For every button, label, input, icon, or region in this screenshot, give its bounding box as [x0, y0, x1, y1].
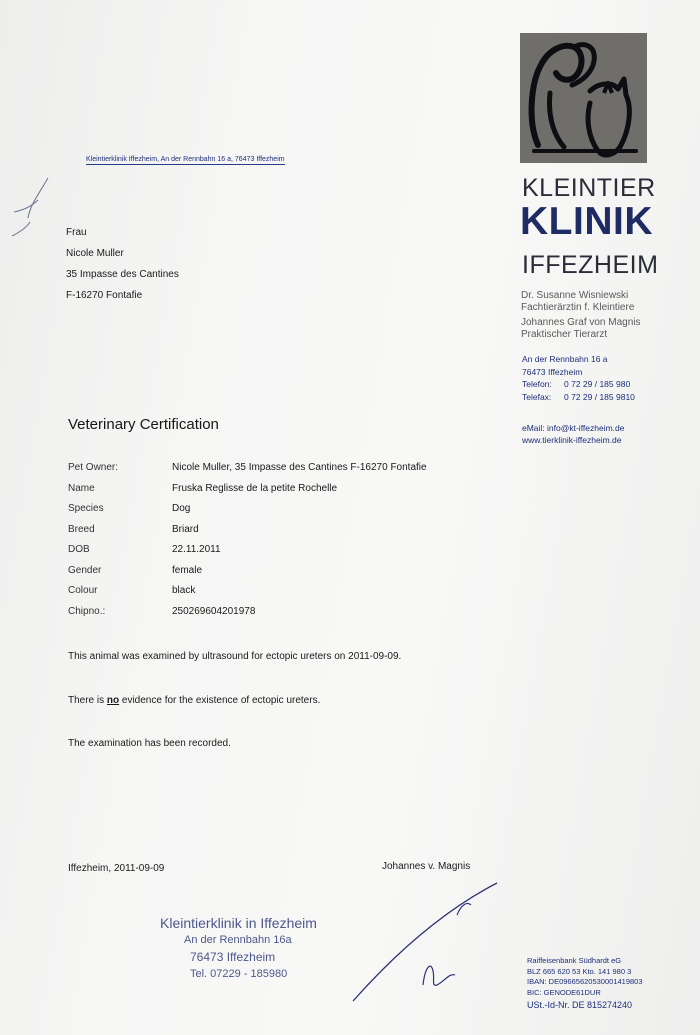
statement-examination: This animal was examined by ultrasound for ectopic ureters on 2011-09-09. [68, 651, 402, 662]
recipient-address [66, 222, 179, 306]
field-value: Dog [172, 503, 191, 514]
field-row-pet-owner [68, 462, 427, 483]
bank-name: Raiffeisenbank Südhardt eG [527, 956, 622, 965]
field-row-name [68, 483, 427, 504]
stamp-line-city: 76473 Iffezheim [190, 950, 276, 964]
certificate-fields [68, 462, 427, 626]
clinic-city: 76473 Iffezheim [522, 366, 583, 377]
clinic-street: An der Rennbahn 16 a [522, 354, 608, 364]
field-label: Breed [68, 523, 95, 535]
recipient-city: F-16270 Fontafie [66, 290, 143, 301]
phone-row [522, 378, 635, 391]
clinic-email: eMail: info@kt-iffezheim.de [522, 423, 625, 433]
field-row-chipno [68, 606, 427, 627]
field-value: Fruska Reglisse de la petite Rochelle [172, 482, 338, 494]
field-row-breed [68, 524, 427, 545]
signer-name: Johannes v. Magnis [382, 861, 471, 872]
field-row-gender [68, 565, 427, 586]
field-value: 250269604201978 [172, 605, 256, 617]
recipient-name: Nicole Muller [66, 248, 124, 259]
phone-number: 0 72 29 / 185 980 [564, 379, 631, 389]
bank-details [527, 956, 643, 1011]
stamp-line-street: An der Rennbahn 16a [184, 934, 292, 946]
clinic-contact [522, 423, 625, 446]
field-row-species [68, 503, 427, 524]
doctor-2-title: Praktischer Tierarzt [521, 329, 608, 340]
stamp-line-name: Kleintierklinik in Iffezheim [160, 915, 317, 931]
vat-number: USt.-Id-Nr. DE 815274240 [527, 1000, 633, 1010]
doctors-list [521, 290, 641, 341]
clinic-address [522, 353, 635, 403]
brand-kleintier: KLEINTIER [522, 174, 656, 202]
field-label: Pet Owner: [68, 462, 119, 473]
statement-result-emphasis: no [106, 695, 120, 706]
place-and-date: Iffezheim, 2011-09-09 [68, 863, 165, 874]
recipient-salutation: Frau [66, 227, 87, 238]
stamp-line-phone: Tel. 07229 - 185980 [190, 968, 288, 980]
fax-row [522, 391, 635, 404]
brand-iffezheim: IFFEZHEIM [522, 251, 659, 279]
clinic-stamp [160, 915, 317, 983]
bank-account: BLZ 665 620 53 Kto. 141 980 3 [527, 966, 632, 976]
statement-recorded: The examination has been recorded. [68, 738, 231, 749]
field-row-colour [68, 585, 427, 606]
fax-number: 0 72 29 / 185 9810 [564, 391, 635, 402]
brand-klinik: KLINIK [520, 200, 653, 243]
field-label: Colour [68, 585, 98, 596]
field-label: DOB [68, 544, 90, 555]
recipient-street: 35 Impasse des Cantines [66, 269, 179, 280]
dog-cat-logo-icon [520, 33, 647, 163]
field-value: Briard [172, 523, 199, 535]
field-row-dob [68, 544, 427, 565]
doctor-1-name: Dr. Susanne Wisniewski [521, 290, 629, 301]
field-value: female [172, 564, 203, 576]
field-label: Species [68, 503, 104, 514]
doctor-1-title: Fachtierärztin f. Kleintiere [521, 302, 635, 313]
field-label: Gender [68, 564, 102, 576]
field-value: 22.11.2011 [172, 544, 221, 555]
clinic-website: www.tierklinik-iffezheim.de [522, 434, 622, 445]
doctor-2-name: Johannes Graf von Magnis [521, 317, 641, 328]
certificate-title: Veterinary Certification [68, 416, 219, 433]
statement-result [68, 695, 320, 706]
field-value: Nicole Muller, 35 Impasse des Cantines F-16270 Fontafie [172, 462, 427, 473]
field-label: Name [68, 482, 95, 494]
bank-iban: IBAN: DE09665620530001419803 [527, 977, 643, 986]
signature [345, 875, 505, 1005]
fax-label: Telefax: [522, 391, 552, 402]
field-value: black [172, 585, 196, 596]
field-label: Chipno.: [68, 605, 106, 617]
return-address: Kleintierklinik Iffezheim, An der Rennbahn 16 a, 76473 Iffezheim [86, 156, 285, 163]
clinic-logo [520, 33, 647, 163]
statement-result-post: evidence for the existence of ectopic ureters. [119, 695, 321, 706]
margin-pen-mark [0, 170, 60, 240]
statement-result-pre: There is [68, 695, 107, 706]
phone-label: Telefon: [522, 379, 552, 389]
bank-bic: BIC: GENODE61DUR [527, 987, 601, 997]
